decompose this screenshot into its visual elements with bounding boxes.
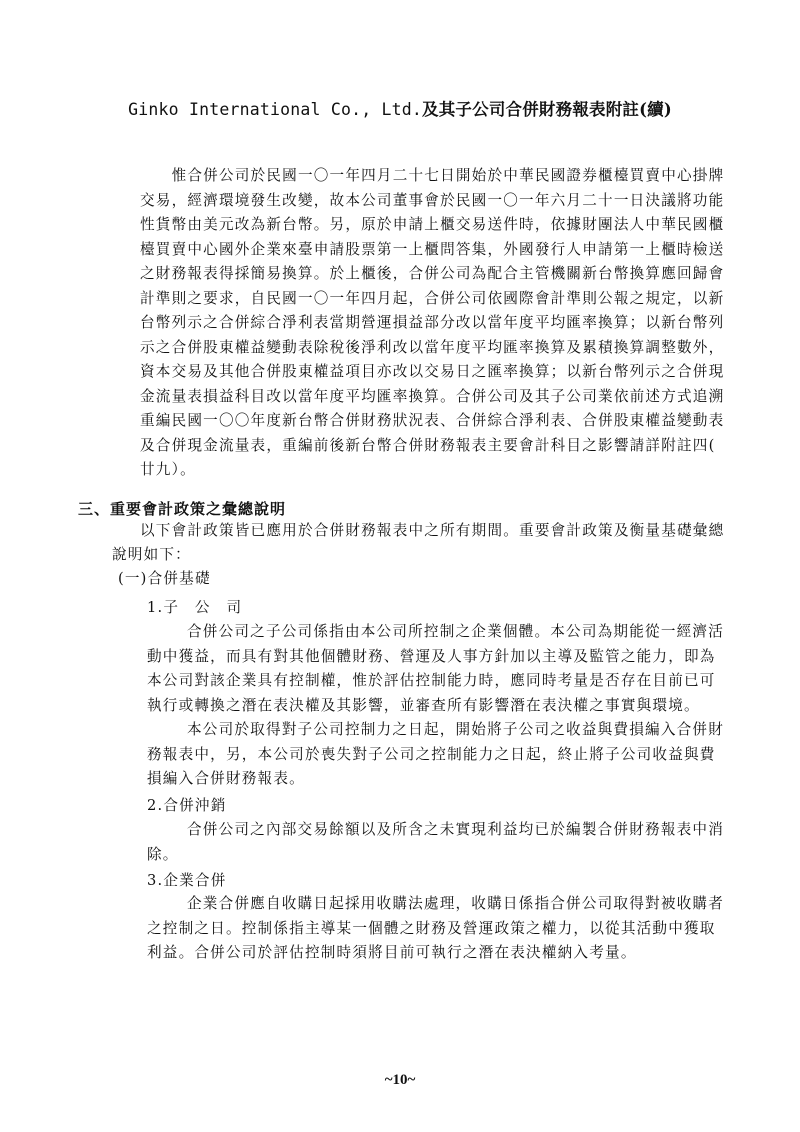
item-1-paragraph-1 bbox=[147, 620, 724, 718]
page-title bbox=[0, 96, 800, 120]
body-line: 動中獲益，而具有對其他個體財務、營運及人事方針加以主導及監管之能力，即為 bbox=[147, 647, 716, 665]
title-subtitle: 及其子公司合併財務報表附註(續) bbox=[422, 100, 672, 119]
body-line: 利益。合併公司於評估控制時須將目前可執行之潛在表決權納入考量。 bbox=[147, 944, 637, 961]
intro-line: 惟合併公司於民國一〇一年四月二十七日開始於中華民國證券櫃檯買賣中心掛牌 bbox=[140, 167, 725, 184]
intro-line: 重編民國一〇〇年度新台幣合併財務狀況表、合併綜合淨利表、合併股東權益變動表 bbox=[140, 412, 725, 429]
intro-line: 交易，經濟環境發生改變，故本公司董事會於民國一〇一年六月二十一日決議將功能 bbox=[140, 191, 725, 209]
body-line: 本公司於取得對子公司控制力之日起，開始將子公司之收益與費損編入合併財 bbox=[187, 721, 724, 738]
body-line: 企業合併應自收購日起採用收購法處理，收購日係指合併公司取得對被收購者 bbox=[187, 895, 724, 912]
item-1-paragraph-2 bbox=[147, 718, 724, 792]
intro-line: 之財務報表得採簡易換算。於上櫃後，合併公司為配合主管機關新台幣換算應回歸會 bbox=[140, 265, 725, 282]
section-intro-line-2 bbox=[112, 543, 191, 568]
item-2-paragraph bbox=[147, 818, 724, 867]
intro-paragraph bbox=[140, 164, 724, 483]
intro-line: 廿九）。 bbox=[140, 461, 196, 478]
intro-line: 金流量表損益科目改以當年度平均匯率換算。合併公司及其子公司業依前述方式追溯 bbox=[140, 387, 725, 405]
intro-line: 示之合併股東權益變動表除稅後淨利改以當年度平均匯率換算及累積換算調整數外， bbox=[140, 338, 725, 356]
body-line: 本公司對該企業具有控制權，惟於評估控制能力時，應同時考量是否存在目前已可 bbox=[147, 672, 716, 689]
subsection-label: (一)合併基礎 bbox=[118, 570, 211, 587]
section-intro-line: 說明如下： bbox=[112, 546, 191, 563]
item-3-paragraph bbox=[147, 892, 724, 966]
body-line: 合併公司之子公司係指由本公司所控制之企業個體。本公司為期能從一經濟活 bbox=[187, 623, 724, 640]
body-line: 執行或轉換之潛在表決權及其影響，並審查所有影響潛在表決權之事實與環境。 bbox=[147, 696, 700, 714]
intro-line: 台幣列示之合併綜合淨利表當期營運損益部分改以當年度平均匯率換算；以新台幣列 bbox=[140, 314, 725, 331]
body-line: 除。 bbox=[147, 845, 179, 863]
item-title-subsidiary: 1.子 公 司 bbox=[147, 599, 243, 616]
body-line: 合併公司之內部交易餘額以及所含之未實現利益均已於編製合併財務報表中消 bbox=[187, 821, 724, 838]
body-line: 務報表中，另，本公司於喪失對子公司之控制能力之日起，終止將子公司收益與費 bbox=[147, 745, 716, 763]
section-heading: 三、重要會計政策之彙總說明 bbox=[78, 500, 287, 518]
body-line: 之控制之日。控制係指主導某一個體之財務及營運政策之權力，以從其活動中獲取 bbox=[147, 919, 716, 937]
page-number: ~10~ bbox=[384, 1072, 416, 1088]
intro-line: 資本交易及其他合併股東權益項目亦改以交易日之匯率換算；以新台幣列示之合併現 bbox=[140, 363, 725, 380]
section-intro-line-1 bbox=[140, 519, 724, 544]
intro-line: 計準則之要求，自民國一〇一年四月起，合併公司依國際會計準則公報之規定，以新 bbox=[140, 289, 725, 307]
section-intro-line: 以下會計政策皆已應用於合併財務報表中之所有期間。重要會計政策及衡量基礎彙總 bbox=[140, 522, 725, 539]
intro-line: 檯買賣中心國外企業來臺申請股票第一上櫃問答集，外國發行人申請第一上櫃時檢送 bbox=[140, 240, 725, 258]
title-company-name: Ginko International Co., Ltd. bbox=[128, 100, 423, 119]
item-title-consolidation-elimination: 2.合併沖銷 bbox=[147, 797, 227, 814]
body-line: 損編入合併財務報表。 bbox=[147, 770, 305, 787]
intro-line: 性貨幣由美元改為新台幣。另，原於申請上櫃交易送件時，依據財團法人中華民國櫃 bbox=[140, 216, 725, 233]
item-title-business-combination: 3.企業合併 bbox=[147, 872, 227, 889]
intro-line: 及合併現金流量表，重編前後新台幣合併財務報表主要會計科目之影響請詳附註四( bbox=[140, 436, 716, 454]
